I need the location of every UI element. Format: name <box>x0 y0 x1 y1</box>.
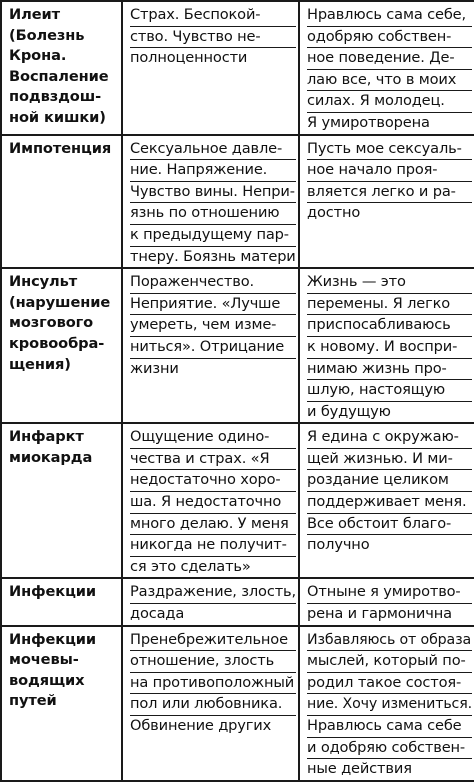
probable-cause-line: Страх. Беспокой- <box>130 5 296 27</box>
probable-cause-line: Обвинение других <box>130 717 272 734</box>
new-thought-pattern-line: мыслей, который по- <box>307 651 472 673</box>
probable-cause-line: полноценности <box>130 49 248 67</box>
probable-cause-line: никогда не получит- <box>130 535 296 557</box>
new-thought-pattern-line: и будущую <box>307 402 391 420</box>
ailment-name-cell <box>1 626 122 781</box>
probable-cause-cell <box>122 626 299 781</box>
probable-cause-line: ниться». Отрицание <box>130 337 296 359</box>
ailment-name-line: Воспаление <box>9 67 109 85</box>
probable-cause-line: Сексуальное давле- <box>130 139 296 161</box>
probable-cause-line: Пренебрежительное <box>130 630 296 652</box>
ailment-name-line: Инфекции <box>9 630 97 648</box>
probable-cause-cell <box>122 135 299 269</box>
ailment-name-line: мочевы- <box>9 651 79 669</box>
ailment-name-line: водящих <box>9 671 85 689</box>
new-thought-pattern-line: перемены. Я легко <box>307 294 472 316</box>
probable-cause-line: ство. Чувство не- <box>130 27 296 49</box>
ailment-name-line: путей <box>9 692 57 710</box>
new-thought-pattern-line: вляется легко и ра- <box>307 182 472 204</box>
ailment-name-cell <box>1 423 122 578</box>
ailment-name-line: Илеит <box>9 6 60 23</box>
new-thought-pattern-line: ное начало проя- <box>307 160 472 182</box>
probable-cause-line: чества и страх. «Я <box>130 449 296 471</box>
ailment-name-cell <box>1 268 122 423</box>
new-thought-pattern-line: Я умиротворена <box>307 113 430 131</box>
ailment-name-cell <box>1 578 122 625</box>
ailment-name-cell <box>1 135 122 269</box>
new-thought-pattern-line: достно <box>307 204 361 222</box>
new-thought-pattern-line: Пусть мое сексуаль- <box>307 139 472 161</box>
probable-cause-line: умереть, чем изме- <box>130 315 296 337</box>
probable-cause-line: пол или любовника. <box>130 694 296 716</box>
new-thought-pattern-line: Нравлюсь сама себе, <box>307 5 472 27</box>
table-row <box>1 268 474 423</box>
probable-cause-line: ша. Я недостаточно <box>130 492 296 514</box>
ailment-name-cell <box>1 1 122 135</box>
probable-cause-line: язнь по отношению <box>130 203 296 225</box>
new-thought-pattern-line: ное поведение. Де- <box>307 48 472 70</box>
new-thought-pattern-line: поддерживает меня. <box>307 492 472 514</box>
new-thought-pattern-line: шлую, настоящую <box>307 380 472 402</box>
new-thought-pattern-cell <box>299 578 474 625</box>
probable-cause-cell <box>122 423 299 578</box>
probable-cause-cell <box>122 578 299 625</box>
ailment-name-line: Крона. <box>9 47 67 65</box>
probable-cause-line: жизни <box>130 359 179 377</box>
table-body <box>1 1 474 781</box>
new-thought-pattern-line: роздание целиком <box>307 470 472 492</box>
table-row <box>1 626 474 781</box>
probable-cause-line: ся это сделать» <box>130 557 251 575</box>
probable-cause-line: отношение, злость <box>130 651 296 673</box>
ailment-name-line: Инсульт <box>9 273 78 291</box>
new-thought-pattern-cell <box>299 1 474 135</box>
probable-cause-line: Пораженчество. <box>130 272 296 294</box>
probable-cause-cell <box>122 268 299 423</box>
ailment-name-line: щения) <box>9 355 71 373</box>
new-thought-pattern-line: Отныне я умиротво- <box>307 582 472 604</box>
ailment-name-line: подвздош- <box>9 88 102 106</box>
new-thought-pattern-line: одобряю собствен- <box>307 27 472 49</box>
new-thought-pattern-line: щей жизнью. И ми- <box>307 449 472 471</box>
new-thought-pattern-line: родил такое состоя- <box>307 673 472 695</box>
ailment-name-line: (нарушение <box>9 293 111 311</box>
probable-cause-line: Чувство вины. Непри- <box>130 182 296 204</box>
probable-cause-line: на противоположный <box>130 673 296 695</box>
ailment-name-line: мозгового <box>9 314 94 332</box>
probable-cause-line: много делаю. У меня <box>130 514 296 536</box>
probable-cause-cell <box>122 1 299 135</box>
probable-cause-line: тнеру. Боязнь матери <box>130 247 296 265</box>
table-row <box>1 135 474 269</box>
ailment-name-line: Инфаркт <box>9 428 84 446</box>
new-thought-pattern-cell <box>299 423 474 578</box>
probable-cause-line: Неприятие. «Лучше <box>130 294 296 316</box>
new-thought-pattern-line: и одобряю собствен- <box>307 738 472 760</box>
new-thought-pattern-cell <box>299 268 474 423</box>
new-thought-pattern-line: Все обстоит благо- <box>307 514 472 536</box>
new-thought-pattern-line: Нравлюсь сама себе <box>307 716 472 738</box>
new-thought-pattern-line: Избавляюсь от образа <box>307 630 472 652</box>
ailment-name-line: миокарда <box>9 448 93 466</box>
new-thought-pattern-line: ние. Хочу измениться. <box>307 694 472 716</box>
new-thought-pattern-line: рена и гармонична <box>307 605 452 623</box>
probable-cause-line: Раздражение, злость, <box>130 582 296 604</box>
ailment-name-line: ной кишки) <box>9 108 106 126</box>
table-row <box>1 578 474 625</box>
probable-cause-line: Ощущение одино- <box>130 427 296 449</box>
new-thought-pattern-line: нимаю жизнь про- <box>307 359 472 381</box>
new-thought-pattern-cell <box>299 135 474 269</box>
ailment-name-line: Инфекции <box>9 583 97 601</box>
probable-cause-line: ние. Напряжение. <box>130 160 296 182</box>
new-thought-pattern-line: приспосабливаюсь <box>307 315 472 337</box>
new-thought-pattern-line: Я едина с окружаю- <box>307 427 472 449</box>
ailment-name-line: кровообра- <box>9 334 105 352</box>
new-thought-pattern-line: к новому. И воспри- <box>307 337 472 359</box>
table-row <box>1 423 474 578</box>
ailment-name-line: Импотенция <box>9 139 112 157</box>
probable-cause-line: к предыдущему пар- <box>130 225 296 247</box>
new-thought-pattern-line: Жизнь — это <box>307 272 472 294</box>
new-thought-pattern-line: получно <box>307 536 370 554</box>
new-thought-pattern-line: ные действия <box>307 760 412 778</box>
new-thought-pattern-line: лаю все, что в моих <box>307 70 472 92</box>
probable-cause-line: недостаточно хоро- <box>130 470 296 492</box>
probable-cause-line: досада <box>130 605 185 623</box>
new-thought-pattern-line: силах. Я молодец. <box>307 91 472 113</box>
ailment-name-line: (Болезнь <box>9 26 85 44</box>
new-thought-pattern-cell <box>299 626 474 781</box>
table-row <box>1 1 474 135</box>
